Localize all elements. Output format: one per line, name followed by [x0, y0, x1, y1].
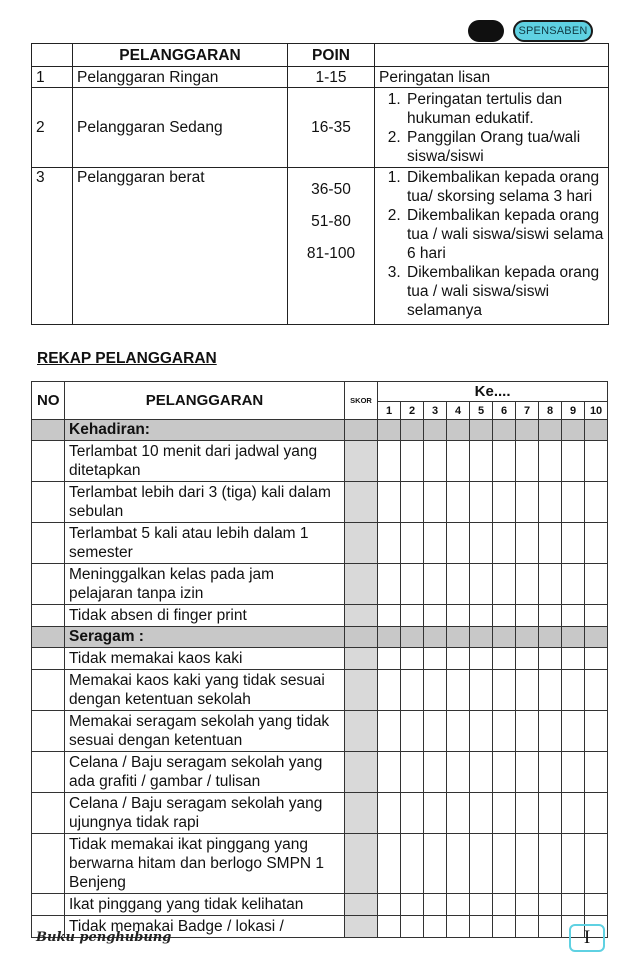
violation-recap-table — [31, 381, 608, 938]
count-cell[interactable] — [447, 670, 470, 711]
table-row — [32, 564, 608, 605]
count-cell[interactable] — [562, 648, 585, 670]
count-cell — [493, 627, 516, 648]
count-cell[interactable] — [585, 894, 608, 916]
header-poin: POIN — [288, 44, 375, 67]
recap-header-row — [32, 382, 608, 402]
skor-cell[interactable] — [345, 752, 378, 793]
count-header-10: 10 — [585, 402, 608, 420]
count-cell[interactable] — [539, 441, 562, 482]
count-cell — [470, 420, 493, 441]
skor-cell[interactable] — [345, 605, 378, 627]
count-cell[interactable] — [516, 752, 539, 793]
poin-range: 81-100 — [306, 245, 356, 262]
count-cell[interactable] — [424, 670, 447, 711]
count-cell[interactable] — [401, 711, 424, 752]
dark-pill-badge — [468, 20, 504, 42]
count-cell[interactable] — [378, 793, 401, 834]
count-cell[interactable] — [539, 711, 562, 752]
count-cell[interactable] — [401, 523, 424, 564]
count-cell[interactable] — [447, 441, 470, 482]
violation-description: Celana / Baju seragam sekolah yang ada grafiti / gambar / tulisan — [65, 752, 345, 793]
no-cell — [32, 420, 65, 441]
count-cell[interactable] — [378, 648, 401, 670]
count-cell[interactable] — [401, 648, 424, 670]
count-cell — [447, 627, 470, 648]
count-cell[interactable] — [585, 648, 608, 670]
count-cell[interactable] — [378, 894, 401, 916]
violation-description: Celana / Baju seragam sekolah yang ujungnya tidak rapi — [65, 793, 345, 834]
count-cell[interactable] — [401, 894, 424, 916]
count-cell — [562, 627, 585, 648]
count-header-7: 7 — [516, 402, 539, 420]
count-cell[interactable] — [493, 648, 516, 670]
count-cell[interactable] — [470, 605, 493, 627]
row-poin: 1-15 — [288, 67, 375, 88]
no-cell — [32, 441, 65, 482]
skor-cell[interactable] — [345, 648, 378, 670]
count-cell[interactable] — [562, 793, 585, 834]
skor-cell[interactable] — [345, 793, 378, 834]
category-label: Kehadiran: — [65, 420, 345, 441]
count-cell[interactable] — [516, 916, 539, 938]
table-header-row — [32, 44, 609, 67]
table-row — [32, 670, 608, 711]
row-poin — [288, 168, 375, 325]
count-cell[interactable] — [539, 793, 562, 834]
count-cell[interactable] — [493, 670, 516, 711]
count-cell[interactable] — [470, 670, 493, 711]
no-cell — [32, 482, 65, 523]
table-row — [32, 88, 609, 168]
count-cell — [516, 420, 539, 441]
header-ke: Ke.... — [378, 382, 608, 402]
count-cell[interactable] — [424, 605, 447, 627]
count-cell[interactable] — [516, 711, 539, 752]
count-cell — [493, 420, 516, 441]
count-cell[interactable] — [493, 834, 516, 894]
count-cell[interactable] — [424, 793, 447, 834]
table-row — [32, 793, 608, 834]
count-cell[interactable] — [493, 564, 516, 605]
count-cell[interactable] — [424, 441, 447, 482]
count-header-4: 4 — [447, 402, 470, 420]
count-cell[interactable] — [447, 564, 470, 605]
count-cell[interactable] — [585, 564, 608, 605]
no-cell — [32, 711, 65, 752]
header-pelanggaran: PELANGGARAN — [73, 44, 288, 67]
footer-label: Buku penghubung — [36, 930, 172, 945]
no-cell — [32, 793, 65, 834]
violation-description: Terlambat 5 kali atau lebih dalam 1 semester — [65, 523, 345, 564]
violation-description: Tidak memakai kaos kaki — [65, 648, 345, 670]
count-cell[interactable] — [470, 564, 493, 605]
header-no — [32, 44, 73, 67]
count-cell[interactable] — [516, 834, 539, 894]
count-cell[interactable] — [516, 564, 539, 605]
no-cell — [32, 894, 65, 916]
count-cell[interactable] — [470, 441, 493, 482]
count-cell[interactable] — [585, 711, 608, 752]
count-cell[interactable] — [585, 441, 608, 482]
skor-cell[interactable] — [345, 441, 378, 482]
count-header-2: 2 — [401, 402, 424, 420]
count-cell[interactable] — [516, 894, 539, 916]
count-cell[interactable] — [539, 670, 562, 711]
count-cell — [470, 627, 493, 648]
violation-description: Memakai seragam sekolah yang tidak sesuai dengan ketentuan — [65, 711, 345, 752]
no-cell — [32, 752, 65, 793]
count-cell[interactable] — [447, 916, 470, 938]
skor-cell[interactable] — [345, 916, 378, 938]
count-cell — [516, 627, 539, 648]
no-cell — [32, 627, 65, 648]
count-header-6: 6 — [493, 402, 516, 420]
rekap-title: REKAP PELANGGARAN — [37, 350, 217, 367]
count-cell[interactable] — [470, 482, 493, 523]
count-cell[interactable] — [447, 605, 470, 627]
count-cell — [562, 420, 585, 441]
violation-description: Tidak memakai ikat pinggang yang berwarna hitam dan berlogo SMPN 1 Benjeng — [65, 834, 345, 894]
category-row — [32, 627, 608, 648]
count-cell[interactable] — [424, 711, 447, 752]
count-cell — [424, 420, 447, 441]
violation-description: Tidak memakai Badge / lokasi / — [65, 916, 345, 938]
count-cell[interactable] — [470, 793, 493, 834]
count-cell[interactable] — [562, 441, 585, 482]
count-cell — [539, 420, 562, 441]
skor-cell[interactable] — [345, 894, 378, 916]
count-cell[interactable] — [424, 752, 447, 793]
count-cell — [539, 627, 562, 648]
count-cell[interactable] — [562, 605, 585, 627]
count-cell — [401, 420, 424, 441]
count-cell[interactable] — [585, 605, 608, 627]
school-badge: SPENSABEN — [513, 20, 593, 42]
table-row — [32, 711, 608, 752]
count-cell[interactable] — [585, 482, 608, 523]
count-cell — [401, 627, 424, 648]
sanksi-item: 1. Peringatan tertulis dan hukuman edukatif. — [405, 90, 604, 128]
count-cell[interactable] — [401, 441, 424, 482]
count-cell[interactable] — [493, 752, 516, 793]
count-cell[interactable] — [516, 670, 539, 711]
count-cell[interactable] — [562, 564, 585, 605]
count-header-8: 8 — [539, 402, 562, 420]
violation-description: Terlambat lebih dari 3 (tiga) kali dalam sebulan — [65, 482, 345, 523]
table-row — [32, 482, 608, 523]
count-cell[interactable] — [585, 834, 608, 894]
row-poin: 16-35 — [288, 88, 375, 168]
category-label: Seragam : — [65, 627, 345, 648]
skor-cell[interactable] — [345, 523, 378, 564]
row-name: Pelanggaran Sedang — [73, 88, 288, 168]
count-cell[interactable] — [493, 793, 516, 834]
count-cell — [585, 627, 608, 648]
row-no: 2 — [32, 88, 73, 168]
skor-cell — [345, 420, 378, 441]
count-cell[interactable] — [378, 482, 401, 523]
table-row — [32, 648, 608, 670]
header-sanksi — [375, 44, 609, 67]
count-cell[interactable] — [585, 752, 608, 793]
count-cell[interactable] — [539, 894, 562, 916]
count-cell[interactable] — [401, 670, 424, 711]
count-cell[interactable] — [539, 916, 562, 938]
no-cell — [32, 648, 65, 670]
skor-cell[interactable] — [345, 564, 378, 605]
count-cell[interactable] — [493, 894, 516, 916]
row-name: Pelanggaran Ringan — [73, 67, 288, 88]
count-cell[interactable] — [516, 441, 539, 482]
sanksi-item: 3. Dikembalikan kepada orang tua / wali siswa/siswi selamanya — [405, 263, 604, 320]
count-cell[interactable] — [401, 916, 424, 938]
count-cell[interactable] — [516, 482, 539, 523]
count-cell[interactable] — [447, 482, 470, 523]
poin-range: 36-50 — [311, 181, 351, 198]
count-cell[interactable] — [447, 752, 470, 793]
page-number: I — [569, 924, 605, 952]
count-cell[interactable] — [539, 523, 562, 564]
table-row — [32, 168, 609, 325]
count-cell[interactable] — [378, 670, 401, 711]
sanksi-item: 2. Panggilan Orang tua/wali siswa/siswi — [405, 128, 604, 166]
count-cell — [585, 420, 608, 441]
poin-range: 51-80 — [311, 213, 351, 230]
row-no: 1 — [32, 67, 73, 88]
no-cell — [32, 564, 65, 605]
count-cell[interactable] — [539, 752, 562, 793]
table-row — [32, 441, 608, 482]
count-cell[interactable] — [401, 605, 424, 627]
count-cell[interactable] — [447, 648, 470, 670]
count-cell[interactable] — [401, 752, 424, 793]
count-cell[interactable] — [401, 482, 424, 523]
count-cell[interactable] — [447, 834, 470, 894]
count-cell[interactable] — [516, 793, 539, 834]
table-row — [32, 834, 608, 894]
count-cell[interactable] — [378, 564, 401, 605]
count-cell[interactable] — [516, 523, 539, 564]
table-row — [32, 894, 608, 916]
count-cell[interactable] — [470, 648, 493, 670]
violation-description: Ikat pinggang yang tidak kelihatan — [65, 894, 345, 916]
row-name: Pelanggaran berat — [73, 168, 288, 325]
skor-cell[interactable] — [345, 834, 378, 894]
count-cell — [378, 420, 401, 441]
count-header-1: 1 — [378, 402, 401, 420]
count-header-9: 9 — [562, 402, 585, 420]
count-cell[interactable] — [493, 441, 516, 482]
skor-cell[interactable] — [345, 482, 378, 523]
table-row — [32, 67, 609, 88]
count-cell — [378, 627, 401, 648]
violation-description: Terlambat 10 menit dari jadwal yang ditetapkan — [65, 441, 345, 482]
count-cell[interactable] — [378, 834, 401, 894]
no-cell — [32, 834, 65, 894]
count-cell[interactable] — [401, 834, 424, 894]
violation-description: Memakai kaos kaki yang tidak sesuai dengan ketentuan sekolah — [65, 670, 345, 711]
count-cell[interactable] — [447, 894, 470, 916]
table-row — [32, 605, 608, 627]
count-cell[interactable] — [378, 916, 401, 938]
count-header-3: 3 — [424, 402, 447, 420]
count-cell[interactable] — [424, 894, 447, 916]
count-cell[interactable] — [516, 648, 539, 670]
count-cell[interactable] — [562, 894, 585, 916]
header-pelanggaran: PELANGGARAN — [65, 382, 345, 420]
count-cell[interactable] — [470, 711, 493, 752]
skor-cell — [345, 627, 378, 648]
count-cell[interactable] — [378, 711, 401, 752]
count-cell[interactable] — [424, 482, 447, 523]
no-cell — [32, 605, 65, 627]
count-cell[interactable] — [493, 605, 516, 627]
count-cell[interactable] — [585, 523, 608, 564]
violation-description: Meninggalkan kelas pada jam pelajaran tanpa izin — [65, 564, 345, 605]
count-cell[interactable] — [470, 834, 493, 894]
count-cell[interactable] — [378, 523, 401, 564]
count-cell[interactable] — [539, 648, 562, 670]
count-cell[interactable] — [424, 564, 447, 605]
count-cell[interactable] — [378, 752, 401, 793]
violation-points-table — [31, 43, 609, 325]
count-cell[interactable] — [470, 916, 493, 938]
count-cell[interactable] — [493, 711, 516, 752]
count-cell[interactable] — [424, 523, 447, 564]
count-cell[interactable] — [424, 916, 447, 938]
count-cell[interactable] — [585, 793, 608, 834]
skor-cell[interactable] — [345, 711, 378, 752]
count-cell — [424, 627, 447, 648]
count-cell[interactable] — [493, 523, 516, 564]
header-no: NO — [32, 382, 65, 420]
count-cell[interactable] — [401, 564, 424, 605]
header-skor: SKOR — [345, 382, 378, 420]
count-cell[interactable] — [447, 793, 470, 834]
count-cell[interactable] — [539, 605, 562, 627]
count-cell — [447, 420, 470, 441]
sanksi-item: 1. Dikembalikan kepada orang tua/ skorsing selama 3 hari — [405, 168, 604, 206]
count-cell[interactable] — [562, 670, 585, 711]
sanksi-item: 2. Dikembalikan kepada orang tua / wali siswa/siswi selama 6 hari — [405, 206, 604, 263]
count-cell[interactable] — [470, 752, 493, 793]
no-cell — [32, 523, 65, 564]
row-sanksi — [375, 168, 609, 325]
count-cell[interactable] — [516, 605, 539, 627]
count-cell[interactable] — [539, 834, 562, 894]
row-sanksi: Peringatan lisan — [375, 67, 609, 88]
count-cell[interactable] — [401, 793, 424, 834]
count-cell[interactable] — [447, 711, 470, 752]
category-row — [32, 420, 608, 441]
count-cell[interactable] — [562, 752, 585, 793]
row-no: 3 — [32, 168, 73, 325]
count-cell[interactable] — [539, 564, 562, 605]
row-sanksi — [375, 88, 609, 168]
count-cell[interactable] — [562, 523, 585, 564]
count-cell[interactable] — [562, 834, 585, 894]
table-row — [32, 523, 608, 564]
count-cell[interactable] — [378, 441, 401, 482]
count-cell[interactable] — [562, 711, 585, 752]
count-cell[interactable] — [447, 523, 470, 564]
count-header-5: 5 — [470, 402, 493, 420]
count-cell[interactable] — [424, 648, 447, 670]
count-cell[interactable] — [493, 482, 516, 523]
count-cell[interactable] — [424, 834, 447, 894]
count-cell[interactable] — [585, 670, 608, 711]
count-cell[interactable] — [470, 523, 493, 564]
no-cell — [32, 670, 65, 711]
violation-description: Tidak absen di finger print — [65, 605, 345, 627]
skor-cell[interactable] — [345, 670, 378, 711]
count-cell[interactable] — [470, 894, 493, 916]
count-cell[interactable] — [539, 482, 562, 523]
table-row — [32, 752, 608, 793]
count-cell[interactable] — [562, 482, 585, 523]
count-cell[interactable] — [378, 605, 401, 627]
count-cell[interactable] — [493, 916, 516, 938]
